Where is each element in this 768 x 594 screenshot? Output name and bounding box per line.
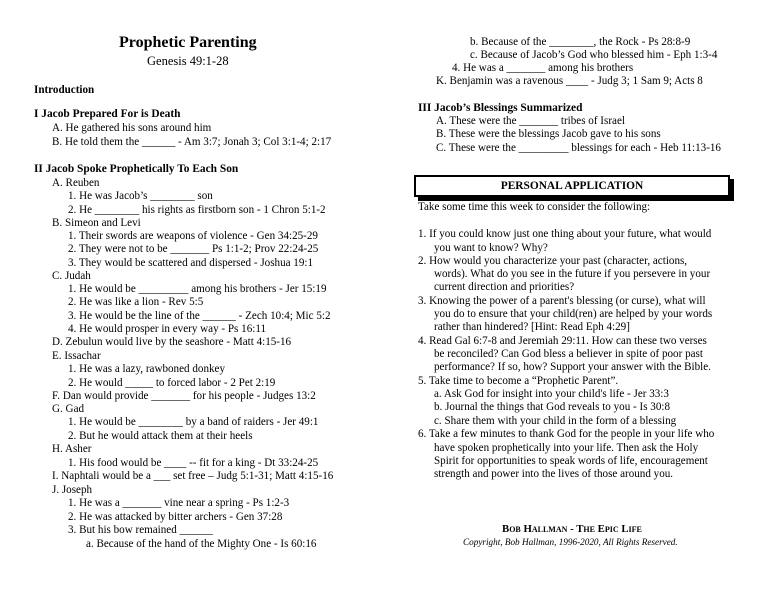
outline-line: 2. He was like a lion - Rev 5:5 (68, 296, 204, 308)
outline-line: 5. Take time to become a “Prophetic Parent”. (418, 375, 619, 387)
outline-line: 2. He would _____ to forced labor - 2 Pet 2:19 (68, 377, 276, 389)
outline-line: 1. He was Jacob’s ________ son (68, 190, 213, 202)
outline-line: Take some time this week to consider the following: (418, 201, 651, 213)
outline-line: C. These were the _________ blessings for each - Heb 11:13-16 (436, 142, 721, 154)
outline-line: F. Dan would provide _______ for his people - Judges 13:2 (52, 390, 316, 402)
outline-line: 2. He ________ his rights as firstborn son - 1 Chron 5:1-2 (68, 204, 326, 216)
outline-line: a. Because of the hand of the Mighty One - Is 60:16 (86, 538, 317, 550)
outline-line: b. Journal the things that God reveals to you - Is 30:8 (434, 401, 671, 413)
outline-line: 6. Take a few minutes to thank God for the people in your life who (418, 428, 715, 440)
outline-line: current direction and priorities? (434, 281, 575, 293)
outline-line: B. These were the blessings Jacob gave to his sons (436, 128, 661, 140)
outline-line: G. Gad (52, 403, 85, 415)
outline-line: performance? If so, how? Support your answer with the Bible. (434, 361, 711, 373)
outline-line: A. Reuben (52, 177, 100, 189)
footer-author: Bob Hallman - The Epic Life (502, 523, 642, 535)
outline-line: 2. How would you characterize your past (character, actions, (418, 255, 688, 267)
outline-line: strength and power into the lives of those around you. (434, 468, 674, 480)
outline-line: a. Ask God for insight into your child's life - Jer 33:3 (434, 388, 669, 400)
outline-line: have spoken prophetically into your life. Then ask the Holy (434, 442, 699, 454)
outline-line: b. Because of the ________, the Rock - Ps 28:8-9 (470, 36, 691, 48)
outline-line: J. Joseph (52, 484, 93, 496)
outline-line: 1. His food would be ____ -- fit for a king - Dt 33:24-25 (68, 457, 319, 469)
outline-line: D. Zebulun would live by the seashore - Matt 4:15-16 (52, 336, 292, 348)
page-subtitle: Genesis 49:1-28 (147, 54, 229, 68)
outline-line: 1. He would be ________ by a band of raiders - Jer 49:1 (68, 416, 319, 428)
outline-line: 2. But he would attack them at their heels (68, 430, 253, 442)
outline-line: you do to ensure that your child(ren) are helped by your words (434, 308, 713, 320)
outline-line: I. Naphtali would be a ___ set free – Judg 5:1-31; Matt 4:15-16 (52, 470, 334, 482)
introduction-heading: Introduction (34, 84, 95, 96)
section-heading: I Jacob Prepared For is Death (34, 108, 181, 120)
outline-line: 1. He was a _______ vine near a spring - Ps 1:2-3 (68, 497, 290, 509)
outline-line: 4. He would prosper in every way - Ps 16:11 (68, 323, 267, 335)
outline-line: K. Benjamin was a ravenous ____ - Judg 3; 1 Sam 9; Acts 8 (436, 75, 703, 87)
section-heading: II Jacob Spoke Prophetically To Each Son (34, 163, 239, 175)
footer-copyright: Copyright, Bob Hallman, 1996-2020, All Rights Reserved. (463, 537, 678, 547)
outline-line: 4. Read Gal 6:7-8 and Jeremiah 29:11. How can these two verses (418, 335, 707, 347)
outline-line: you want to know? Why? (434, 242, 548, 254)
section-heading: III Jacob’s Blessings Summarized (418, 102, 583, 114)
outline-line: c. Share them with your child in the form of a blessing (434, 415, 677, 427)
outline-line: 2. He was attacked by bitter archers - Gen 37:28 (68, 511, 283, 523)
outline-line: 1. If you could know just one thing about your future, what would (418, 228, 712, 240)
personal-application-banner: PERSONAL APPLICATION (414, 175, 730, 197)
outline-line: C. Judah (52, 270, 91, 282)
outline-line: H. Asher (52, 443, 92, 455)
outline-line: A. He gathered his sons around him (52, 122, 212, 134)
outline-line: E. Issachar (52, 350, 101, 362)
outline-line: c. Because of Jacob’s God who blessed him - Eph 1:3-4 (470, 49, 718, 61)
outline-line: 3. Knowing the power of a parent's blessing (or curse), what will (418, 295, 706, 307)
outline-line: 3. But his bow remained ______ (68, 524, 213, 536)
outline-line: Spirit for opportunities to speak words of life, encouragement (434, 455, 708, 467)
outline-line: 3. He would be the line of the ______ - Zech 10:4; Mic 5:2 (68, 310, 331, 322)
outline-line: B. He told them the ______ - Am 3:7; Jonah 3; Col 3:1-4; 2:17 (52, 136, 332, 148)
outline-line: 3. They would be scattered and dispersed - Joshua 19:1 (68, 257, 314, 269)
outline-line: 4. He was a _______ among his brothers (452, 62, 634, 74)
outline-line: 1. Their swords are weapons of violence - Gen 34:25-29 (68, 230, 318, 242)
outline-line: 1. He would be _________ among his brothers - Jer 15:19 (68, 283, 327, 295)
outline-line: A. These were the _______ tribes of Israel (436, 115, 625, 127)
outline-line: B. Simeon and Levi (52, 217, 141, 229)
outline-line: 2. They were not to be _______ Ps 1:1-2; Prov 22:24-25 (68, 243, 319, 255)
page-title: Prophetic Parenting (119, 34, 257, 51)
outline-line: rather than hindered? [Hint: Read Eph 4:29] (434, 321, 630, 333)
outline-line: 1. He was a lazy, rawboned donkey (68, 363, 226, 375)
outline-line: be reconciled? Can God bless a believer in spite of poor past (434, 348, 703, 360)
outline-line: words). What do you see in the future if you persevere in your (434, 268, 711, 280)
